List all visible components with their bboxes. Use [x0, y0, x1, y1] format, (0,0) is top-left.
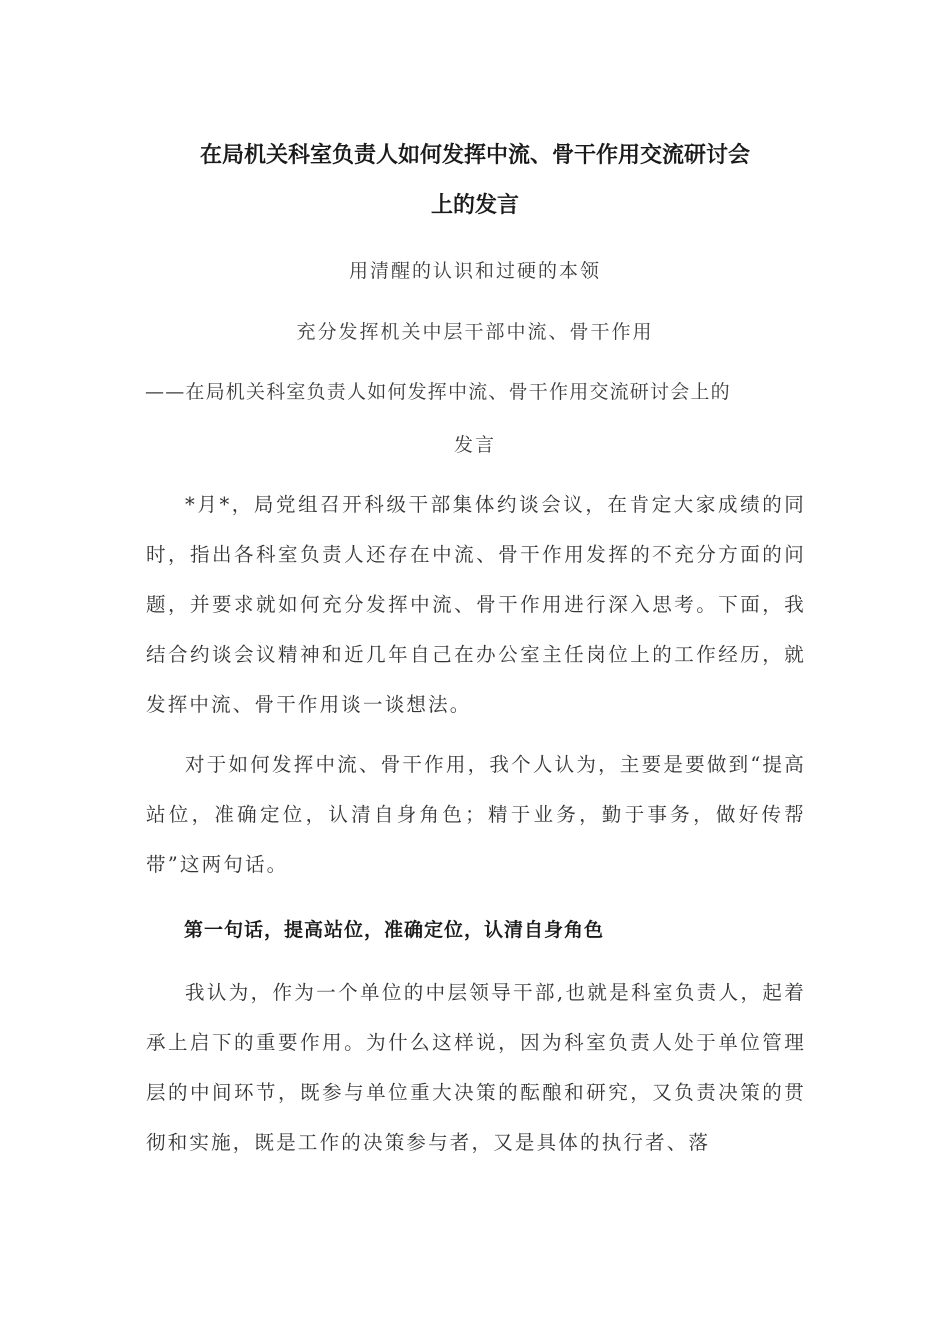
- subtitle-line-1: 用清醒的认识和过硬的本领: [348, 260, 601, 282]
- body-paragraph-2: 对于如何发挥中流、骨干作用，我个人认为，主要是要做到“提高站位，准确定位，认清自身角色；精于业务，勤于事务，做好传帮带”这两句话。: [146, 753, 806, 876]
- body-paragraph-3: 我认为，作为一个单位的中层领导干部,也就是科室负责人，起着承上启下的重要作用。为什么这样说，因为科室负责人处于单位管理层的中间环节，既参与单位重大决策的酝酿和研究，又负责决策的贯彻和实施，既是工作的决策参与者，又是具体的执行者、落: [146, 981, 806, 1154]
- subtitle-line-3: ——在局机关科室负责人如何发挥中流、骨干作用交流研讨会上的: [145, 381, 731, 403]
- section-heading-1: 第一句话，提高站位，准确定位，认清自身角色: [184, 919, 605, 941]
- body-paragraph-1: *月*，局党组召开科级干部集体约谈会议，在肯定大家成绩的同时，指出各科室负责人还存在中流、骨干作用发挥的不充分方面的问题，并要求就如何充分发挥中流、骨干作用进行深入思考。下面，我结合约谈会议精神和近几年自己在办公室主任岗位上的工作经历，就发挥中流、骨干作用谈一谈想法。: [146, 493, 806, 716]
- document-title-line-2: 上的发言: [430, 193, 519, 218]
- document-title-line-1: 在局机关科室负责人如何发挥中流、骨干作用交流研讨会: [199, 143, 750, 168]
- subtitle-line-4: 发言: [453, 434, 496, 456]
- subtitle-line-2: 充分发挥机关中层干部中流、骨干作用: [296, 321, 654, 343]
